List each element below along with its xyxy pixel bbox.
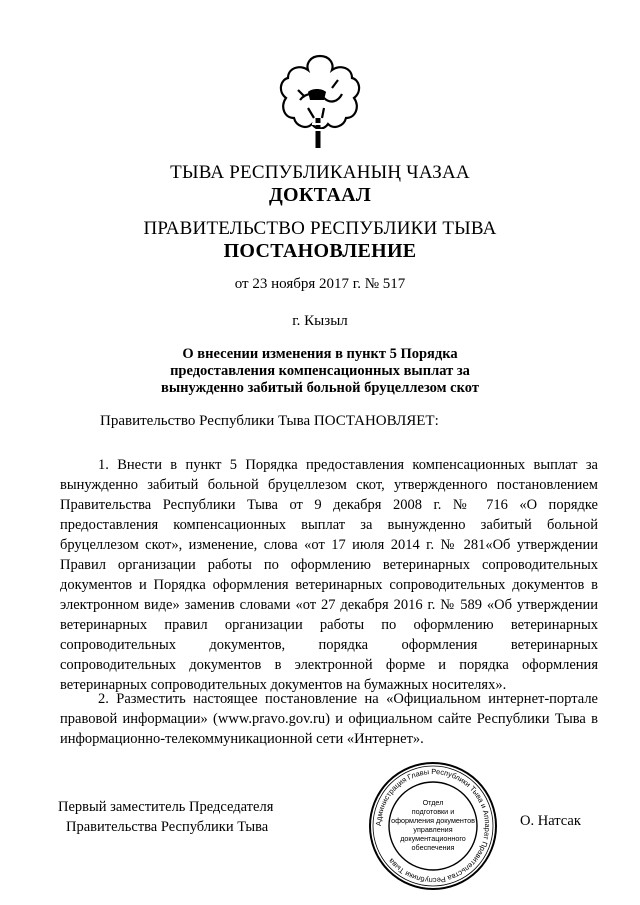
document-title	[150, 346, 490, 397]
title-line: предоставления компенсационных выплат за	[170, 363, 470, 379]
header-postanovlenie: ПОСТАНОВЛЕНИЕ	[223, 240, 417, 262]
title-line: вынужденно забитый больной бруцеллезом скот	[161, 380, 479, 396]
stamp-center-line: оформления документов	[391, 816, 475, 825]
date-number: от 23 ноября 2017 г. № 517	[234, 276, 406, 292]
signatory-position	[58, 797, 273, 837]
header-government: ПРАВИТЕЛЬСТВО РЕСПУБЛИКИ ТЫВА	[143, 218, 497, 239]
paragraph-2: 2. Разместить настоящее постановление на «Официальном интернет-портале правовой информации» (www.pravo.gov.ru) и официальном сайте Республики Тыва в информационно-телекоммуникационной сети «Интернет».	[60, 691, 598, 747]
paragraph-1: 1. Внести в пункт 5 Порядка предоставления компенсационных выплат за вынужденно забитый больной бруцеллезом скот, утвержденного постановлением Правительства Республики Тыва от 9 декабря 2008 г. № 716 «О порядке предоставления компенсационных выплат за вынужденно забитый больной бруцеллезом скот», изменение, слова «от 17 июля 2014 г. № 281«Об утверждении Правил организации работы по оформлению ветеринарных сопроводительных документов и Порядка оформления ветеринарных сопроводительных документов в электронном виде» заменив словами «от 27 декабря 2016 г. № 589 «Об утверждении ветеринарных правил организации работы по оформлению ветеринарных сопроводительных документов, порядка оформления ветеринарных сопроводительных документов в электронной форме и порядка оформления ветеринарных сопроводительных документов на бумажных носителях».	[60, 457, 598, 693]
stamp-ring-text: Администрация Главы Республики Тыва и Аппарат Правительства Республики Тыва	[373, 766, 493, 886]
header-doktaal: ДОКТААЛ	[268, 184, 372, 206]
stamp-center-line: подготовки и	[411, 807, 455, 816]
official-stamp	[366, 760, 501, 892]
header-line-tuvan: ТЫВА РЕСПУБЛИКАНЫҢ ЧАЗАА	[170, 162, 470, 183]
signatory-name: О. Натсак	[520, 813, 581, 829]
position-line: Правительства Республики Тыва	[66, 819, 269, 835]
intro-text: Правительство Республики Тыва ПОСТАНОВЛЯЕТ:	[100, 413, 439, 429]
stamp-center-line: обеспечения	[411, 843, 455, 852]
city: г. Кызыл	[292, 313, 348, 329]
stamp-center-line: Отдел	[422, 798, 444, 807]
position-line: Первый заместитель Председателя	[58, 799, 274, 815]
stamp-center-line: управления	[413, 825, 453, 834]
tuva-emblem-icon	[278, 52, 362, 148]
stamp-center-line: документационного	[400, 834, 466, 843]
title-line: О внесении изменения в пункт 5 Порядка	[182, 346, 458, 362]
